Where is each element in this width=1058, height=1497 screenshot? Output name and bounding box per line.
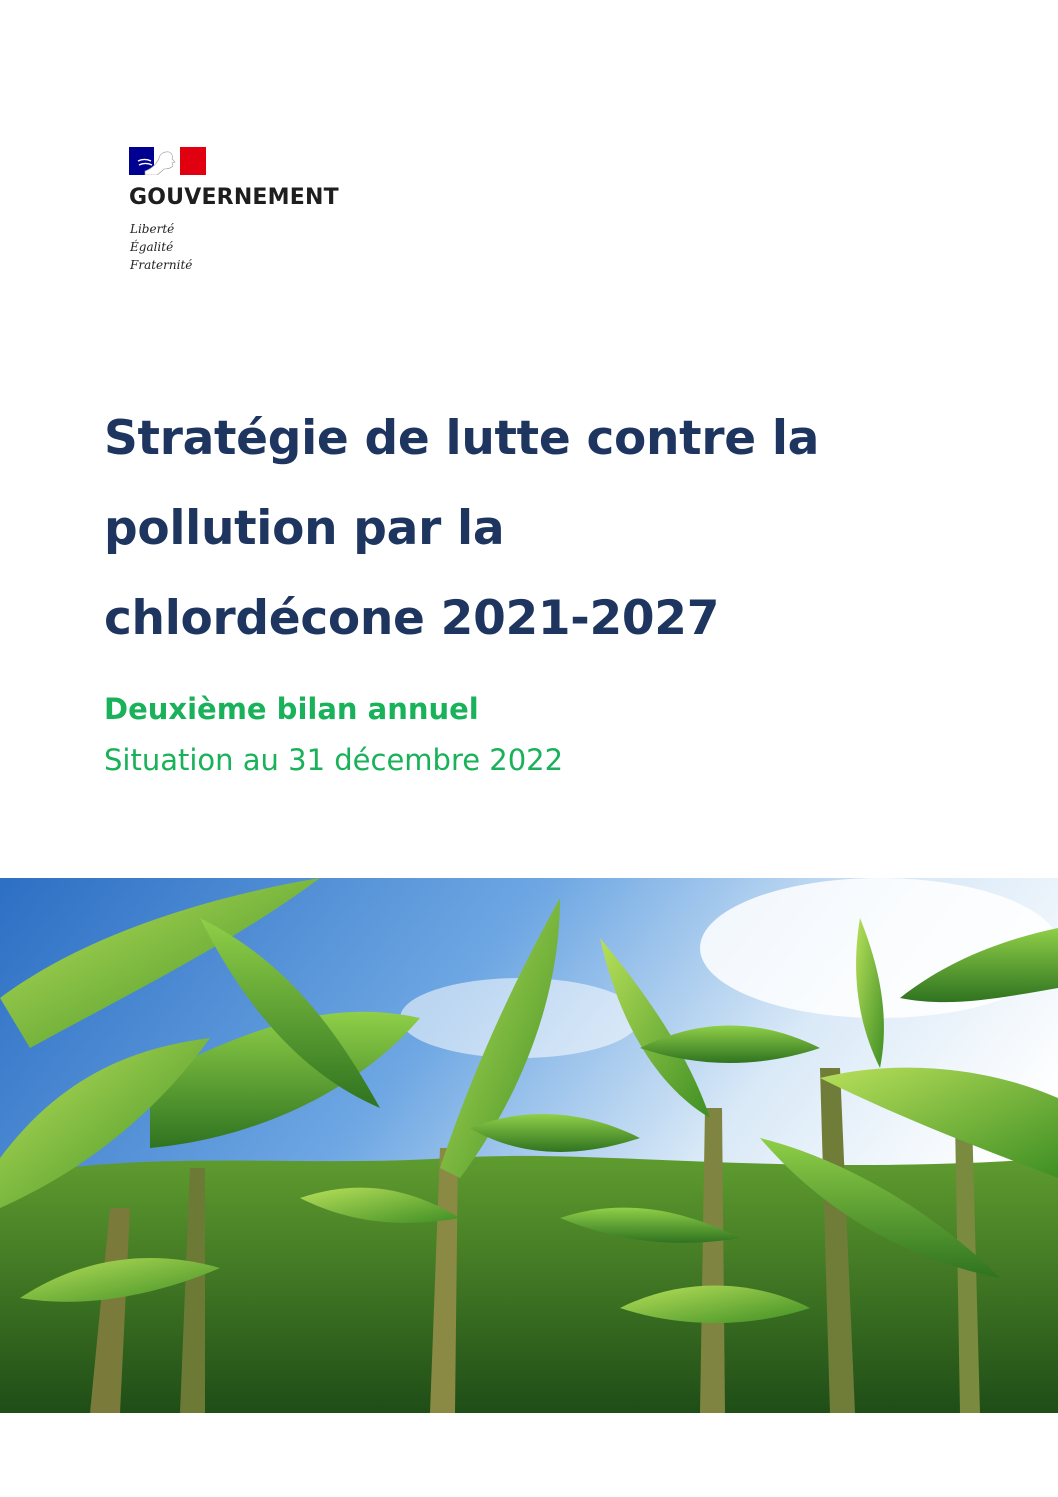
banana-plantation-photo xyxy=(0,878,1058,1413)
report-date: Situation au 31 décembre 2022 xyxy=(104,743,564,777)
motto-liberte: Liberté xyxy=(130,222,175,236)
motto-fraternite: Fraternité xyxy=(130,258,193,272)
government-name: GOUVERNEMENT xyxy=(129,185,339,210)
report-subtitle: Deuxième bilan annuel xyxy=(104,692,479,726)
motto-egalite: Égalité xyxy=(130,240,174,254)
marianne-flag-icon xyxy=(129,147,206,175)
title-line-1: Stratégie de lutte contre la xyxy=(104,411,820,466)
document-title xyxy=(104,394,1004,664)
title-line-3: chlordécone 2021-2027 xyxy=(104,591,720,646)
republic-motto xyxy=(130,220,192,274)
title-line-2: pollution par la xyxy=(104,501,505,556)
